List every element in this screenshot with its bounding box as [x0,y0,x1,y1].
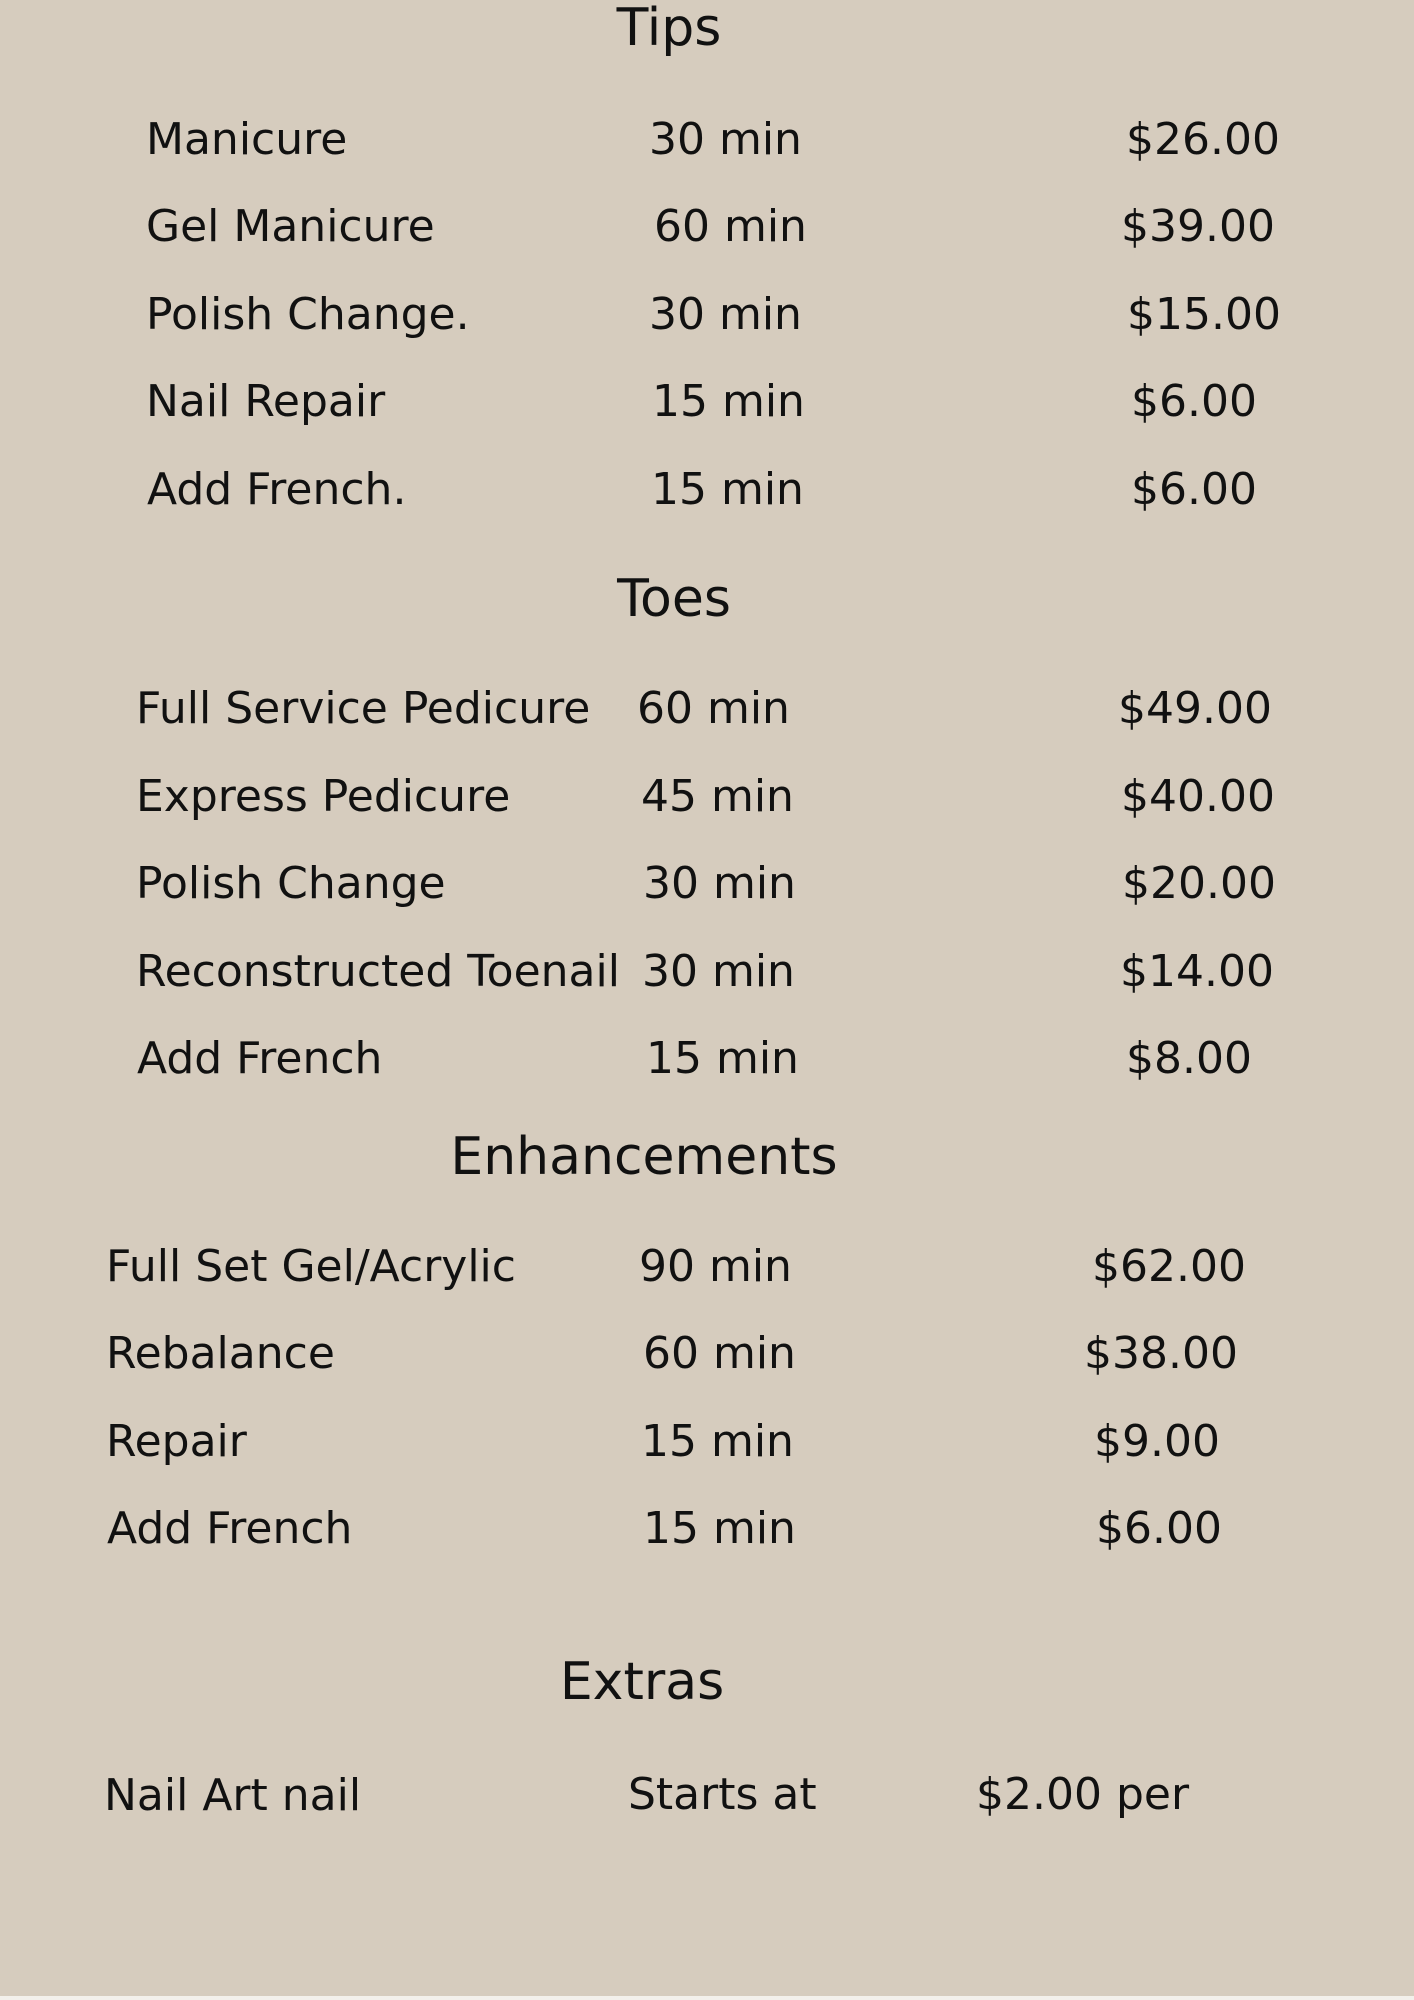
toes-row-1-service: Full Service Pedicure [136,683,591,734]
toes-row-2-duration: 45 min [641,771,794,822]
tips-row-4-duration: 15 min [652,376,805,427]
tips-row-2-duration: 60 min [654,201,807,252]
enhancements-row-3-price: $9.00 [1094,1416,1220,1467]
extras-row-1-service: Nail Art nail [104,1770,362,1821]
extras-row-1-price: $2.00 per [976,1769,1190,1820]
tips-row-3-duration: 30 min [649,289,802,340]
tips-row-2-price: $39.00 [1121,201,1275,252]
extras-heading: Extras [559,1652,725,1712]
extras-row-1-duration: Starts at [628,1769,817,1820]
tips-row-1-price: $26.00 [1126,114,1280,165]
enhancements-row-1-duration: 90 min [639,1241,792,1292]
tips-row-4-service: Nail Repair [146,376,386,427]
enhancements-row-4-duration: 15 min [643,1503,796,1554]
enhancements-row-2-service: Rebalance [106,1328,335,1379]
tips-row-3-service: Polish Change. [146,289,470,340]
toes-row-2-service: Express Pedicure [136,771,511,822]
tips-row-1-duration: 30 min [649,114,802,165]
toes-row-5-duration: 15 min [646,1033,799,1084]
toes-row-5-price: $8.00 [1126,1033,1252,1084]
toes-row-4-price: $14.00 [1120,946,1274,997]
toes-row-4-service: Reconstructed Toenail [136,946,620,997]
toes-row-1-duration: 60 min [637,683,790,734]
enhancements-row-1-service: Full Set Gel/Acrylic [106,1241,516,1292]
toes-heading: Toes [617,569,731,629]
enhancements-heading: Enhancements [450,1127,838,1187]
tips-row-5-price: $6.00 [1131,464,1257,515]
tips-row-2-service: Gel Manicure [146,201,435,252]
tips-row-5-duration: 15 min [651,464,804,515]
enhancements-row-3-duration: 15 min [641,1416,794,1467]
toes-row-5-service: Add French [137,1033,383,1084]
tips-heading: Tips [616,0,722,58]
toes-row-3-service: Polish Change [136,858,446,909]
toes-row-4-duration: 30 min [642,946,795,997]
enhancements-row-3-service: Repair [106,1416,247,1467]
toes-row-3-price: $20.00 [1122,858,1276,909]
enhancements-row-4-service: Add French [107,1503,353,1554]
tips-row-3-price: $15.00 [1127,289,1281,340]
enhancements-row-2-price: $38.00 [1084,1328,1238,1379]
page-bottom-edge [0,1996,1414,2000]
tips-row-1-service: Manicure [146,114,348,165]
enhancements-row-2-duration: 60 min [643,1328,796,1379]
tips-row-4-price: $6.00 [1131,376,1257,427]
enhancements-row-1-price: $62.00 [1092,1241,1246,1292]
enhancements-row-4-price: $6.00 [1096,1503,1222,1554]
tips-row-5-service: Add French. [147,464,407,515]
toes-row-3-duration: 30 min [643,858,796,909]
toes-row-2-price: $40.00 [1121,771,1275,822]
toes-row-1-price: $49.00 [1118,683,1272,734]
